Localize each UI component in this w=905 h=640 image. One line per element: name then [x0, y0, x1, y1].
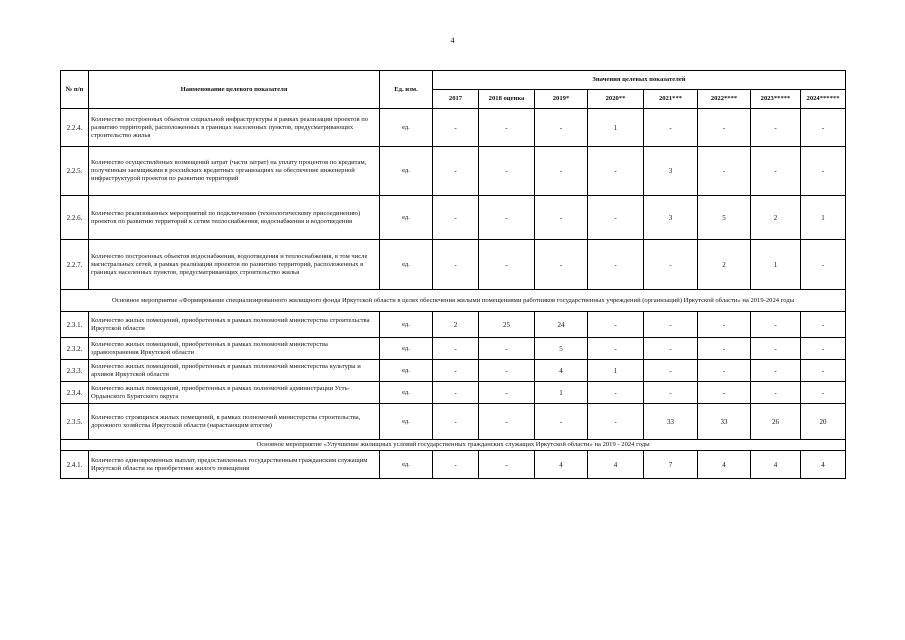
year-header: 2019*	[535, 90, 588, 109]
row-number: 2.2.5.	[61, 147, 89, 196]
indicator-unit: ед.	[380, 360, 433, 382]
section-title: Основное мероприятие «Улучшение жилищных условий государственных гражданских служащих Иркутской области» на 2019 - 2024 годы	[61, 440, 846, 451]
value-cell: -	[801, 109, 846, 147]
table-row	[61, 109, 846, 147]
section-row	[61, 290, 846, 312]
value-cell: 4	[535, 360, 588, 382]
value-cell: -	[801, 147, 846, 196]
value-cell: 25	[479, 312, 535, 338]
year-header: 2018 оценка	[479, 90, 535, 109]
year-header: 2017	[433, 90, 479, 109]
value-cell: 3	[644, 147, 698, 196]
indicator-unit: ед.	[380, 147, 433, 196]
target-indicators-table	[60, 70, 846, 479]
table-row	[61, 147, 846, 196]
value-cell: -	[433, 451, 479, 479]
year-header: 2022****	[698, 90, 751, 109]
row-number: 2.3.2.	[61, 338, 89, 360]
indicator-unit: ед.	[380, 312, 433, 338]
value-cell: -	[698, 312, 751, 338]
value-cell: -	[479, 109, 535, 147]
value-cell: 1	[588, 109, 644, 147]
value-cell: -	[535, 404, 588, 440]
value-cell: -	[479, 360, 535, 382]
value-cell: -	[644, 360, 698, 382]
value-cell: -	[698, 360, 751, 382]
value-cell: 20	[801, 404, 846, 440]
value-cell: -	[644, 109, 698, 147]
value-cell: -	[751, 338, 801, 360]
value-cell: 5	[698, 196, 751, 240]
table-row	[61, 360, 846, 382]
value-cell: 4	[801, 451, 846, 479]
value-cell: 24	[535, 312, 588, 338]
value-cell: -	[479, 147, 535, 196]
value-cell: 2	[751, 196, 801, 240]
table-row	[61, 338, 846, 360]
indicator-name: Количество жилых помещений, приобретенных в рамках полномочий министерства строительства Иркутской области	[89, 312, 380, 338]
value-cell: 4	[698, 451, 751, 479]
value-cell: -	[751, 109, 801, 147]
indicator-unit: ед.	[380, 196, 433, 240]
header-row-1	[61, 71, 846, 90]
value-cell: -	[479, 404, 535, 440]
value-cell: 26	[751, 404, 801, 440]
col-values-header: Значения целевых показателей	[433, 71, 846, 90]
row-number: 2.2.6.	[61, 196, 89, 240]
value-cell: 1	[801, 196, 846, 240]
value-cell: -	[588, 404, 644, 440]
value-cell: -	[588, 196, 644, 240]
value-cell: 33	[644, 404, 698, 440]
value-cell: -	[479, 240, 535, 290]
value-cell: -	[433, 360, 479, 382]
value-cell: -	[588, 147, 644, 196]
row-number: 2.3.5.	[61, 404, 89, 440]
value-cell: 2	[698, 240, 751, 290]
value-cell: -	[801, 382, 846, 404]
value-cell: 4	[588, 451, 644, 479]
indicator-name: Количество осуществлённых возмещений затрат (части затрат) на уплату процентов по кредитам, полученным заемщиками в российских кредитных организациях на обеспечение инженерной инфраструктурой проектов по развитию территорий	[89, 147, 380, 196]
value-cell: -	[751, 360, 801, 382]
value-cell: -	[644, 240, 698, 290]
indicator-unit: ед.	[380, 404, 433, 440]
row-number: 2.3.4.	[61, 382, 89, 404]
value-cell: 2	[433, 312, 479, 338]
value-cell: 4	[535, 451, 588, 479]
year-header: 2020**	[588, 90, 644, 109]
row-number: 2.3.3.	[61, 360, 89, 382]
table-row	[61, 240, 846, 290]
value-cell: -	[588, 338, 644, 360]
table-row	[61, 382, 846, 404]
value-cell: -	[588, 240, 644, 290]
value-cell: -	[644, 338, 698, 360]
value-cell: 1	[751, 240, 801, 290]
value-cell: 33	[698, 404, 751, 440]
table-row	[61, 451, 846, 479]
col-unit-header: Ед. изм.	[380, 71, 433, 109]
value-cell: -	[433, 240, 479, 290]
value-cell: -	[698, 147, 751, 196]
indicator-name: Количество жилых помещений, приобретенных в рамках полномочий министерства здравоохранения Иркутской области	[89, 338, 380, 360]
value-cell: -	[479, 338, 535, 360]
value-cell: 1	[535, 382, 588, 404]
value-cell: -	[698, 109, 751, 147]
indicator-unit: ед.	[380, 338, 433, 360]
indicator-name: Количество построенных объектов социальной инфраструктуры в рамках реализации проектов по развитию территорий, расположенных в границах населенных пунктов, предусматривающих строительство жилья	[89, 109, 380, 147]
value-cell: -	[588, 382, 644, 404]
year-header: 2021***	[644, 90, 698, 109]
indicator-name: Количество реализованных мероприятий по подключению (технологическому присоединению) проектов по развитию территорий к сетям теплоснабжения, водоснабжения и водоотведения	[89, 196, 380, 240]
value-cell: -	[479, 382, 535, 404]
value-cell: -	[751, 312, 801, 338]
value-cell: -	[433, 382, 479, 404]
value-cell: 1	[588, 360, 644, 382]
value-cell: -	[433, 147, 479, 196]
value-cell: -	[433, 196, 479, 240]
year-header: 2023*****	[751, 90, 801, 109]
value-cell: -	[751, 147, 801, 196]
indicator-name: Количество единовременных выплат, предоставленных государственным гражданским служащим Иркутской области на приобретение жилого помещения	[89, 451, 380, 479]
indicator-unit: ед.	[380, 451, 433, 479]
value-cell: -	[433, 338, 479, 360]
indicator-unit: ед.	[380, 240, 433, 290]
value-cell: -	[801, 240, 846, 290]
value-cell: 4	[751, 451, 801, 479]
value-cell: -	[588, 312, 644, 338]
row-number: 2.2.4.	[61, 109, 89, 147]
col-num-header: № п/п	[61, 71, 89, 109]
value-cell: -	[801, 338, 846, 360]
indicator-unit: ед.	[380, 109, 433, 147]
value-cell: 5	[535, 338, 588, 360]
value-cell: -	[644, 312, 698, 338]
value-cell: -	[433, 109, 479, 147]
indicator-unit: ед.	[380, 382, 433, 404]
value-cell: -	[801, 312, 846, 338]
value-cell: -	[698, 382, 751, 404]
col-name-header: Наименование целевого показателя	[89, 71, 380, 109]
table-row	[61, 196, 846, 240]
page-number: 4	[450, 36, 455, 45]
value-cell: -	[535, 196, 588, 240]
value-cell: 3	[644, 196, 698, 240]
value-cell: -	[479, 196, 535, 240]
row-number: 2.3.1.	[61, 312, 89, 338]
row-number: 2.4.1.	[61, 451, 89, 479]
value-cell: 7	[644, 451, 698, 479]
indicator-name: Количество строящихся жилых помещений, в рамках полномочий министерства строительства, дорожного хозяйства Иркутской области (нарастающим итогом)	[89, 404, 380, 440]
indicator-name: Количество построенных объектов водоснабжения, водоотведения и теплоснабжения, в том числе магистральных сетей, в рамках реализации проектов по развитию территорий, расположенных в границах населенных пунктов, предусматривающих строительство жилья	[89, 240, 380, 290]
value-cell: -	[433, 404, 479, 440]
indicator-name: Количество жилых помещений, приобретенных в рамках полномочий администрации Усть-Ордынского Бурятского округа	[89, 382, 380, 404]
year-header: 2024******	[801, 90, 846, 109]
table-row	[61, 404, 846, 440]
value-cell: -	[535, 147, 588, 196]
value-cell: -	[644, 382, 698, 404]
value-cell: -	[698, 338, 751, 360]
row-number: 2.2.7.	[61, 240, 89, 290]
value-cell: -	[535, 109, 588, 147]
value-cell: -	[479, 451, 535, 479]
value-cell: -	[801, 360, 846, 382]
section-row	[61, 440, 846, 451]
table-row	[61, 312, 846, 338]
indicator-name: Количество жилых помещений, приобретенных в рамках полномочий министерства культуры и архивов Иркутской области	[89, 360, 380, 382]
value-cell: -	[535, 240, 588, 290]
value-cell: -	[751, 382, 801, 404]
section-title: Основное мероприятие «Формирование специализированного жилищного фонда Иркутской области в целях обеспечения жилыми помещениями работников государственных учреждений (организаций) Иркутской области» на 2019-2024 годы	[61, 290, 846, 312]
